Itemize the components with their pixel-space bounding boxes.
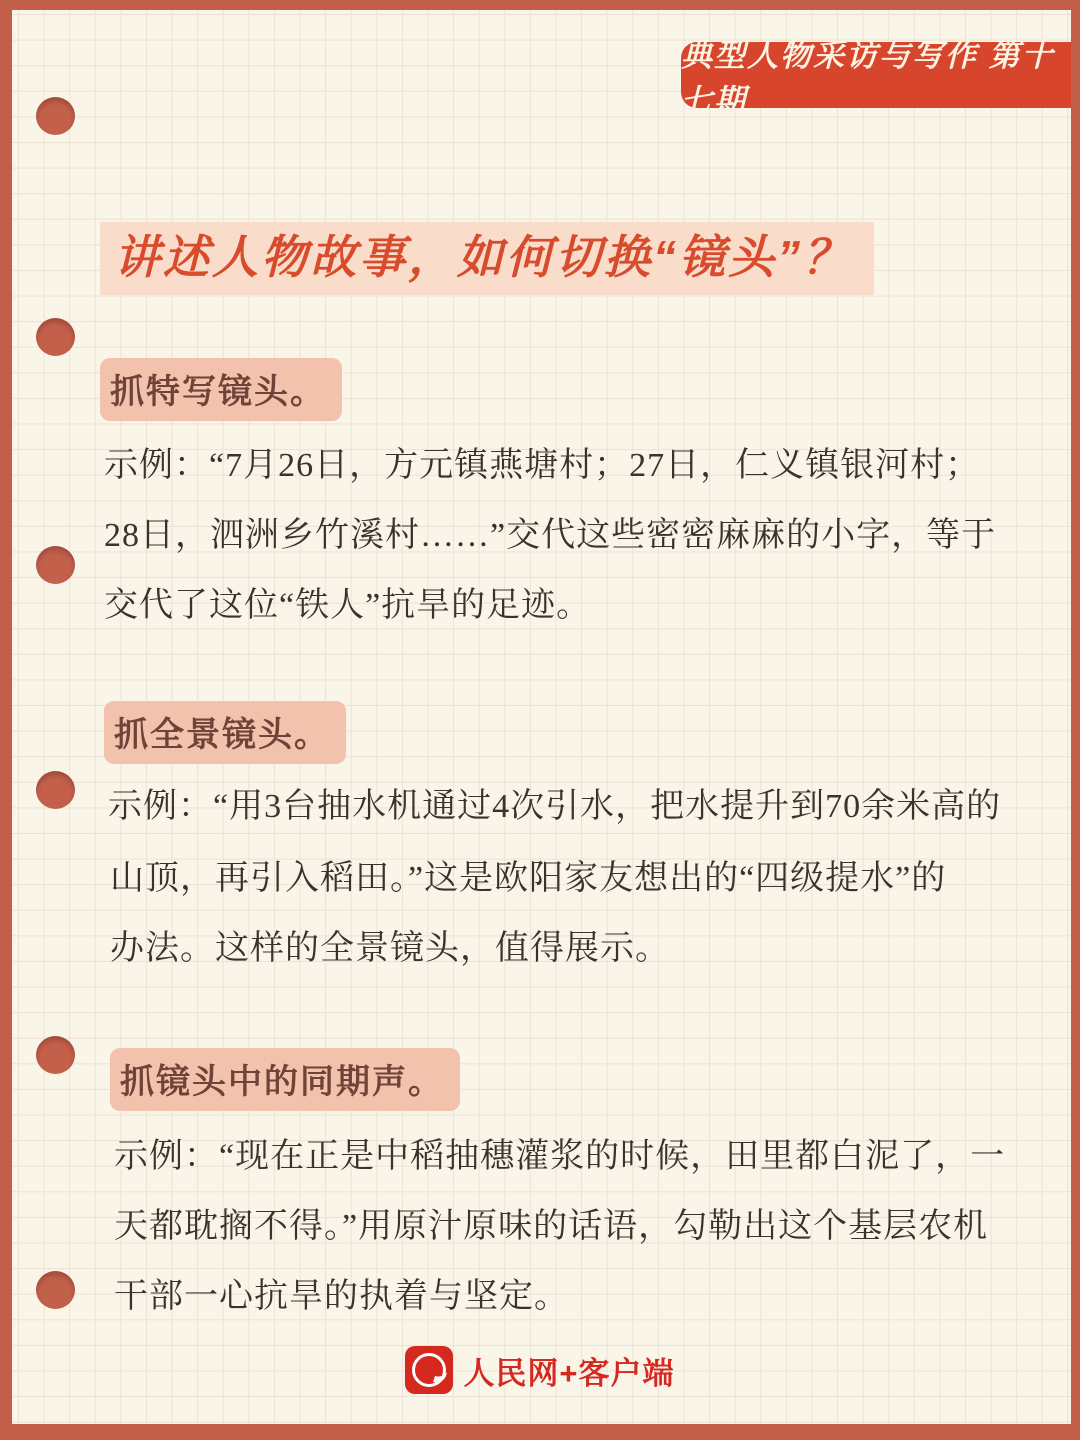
section-text-line: 天都耽搁不得。”用原汁原味的话语，勾勒出这个基层农机 <box>114 1208 989 1245</box>
binding-hole <box>36 1271 75 1309</box>
section-heading-sync-sound: 抓镜头中的同期声。 <box>110 1048 460 1111</box>
section-heading-panorama: 抓全景镜头。 <box>104 701 346 764</box>
binding-hole <box>36 771 75 809</box>
people-daily-logo-icon <box>405 1346 453 1394</box>
binding-hole <box>36 1036 75 1074</box>
brand-name: 人民网+客户端 <box>463 1355 675 1391</box>
binding-hole <box>36 97 75 135</box>
page-title: 讲述人物故事，如何切换“镜头”？ <box>100 222 874 295</box>
section-text-line: 办法。这样的全景镜头，值得展示。 <box>110 930 670 967</box>
series-badge: 典型人物采访与写作 第十七期 <box>681 42 1071 108</box>
section-text-line: 28日，泗洲乡竹溪村……”交代这些密密麻麻的小字，等于 <box>104 517 997 554</box>
binding-hole <box>36 546 75 584</box>
section-heading-closeup: 抓特写镜头。 <box>100 358 342 421</box>
footer-brand <box>0 1346 1080 1394</box>
section-text-line: 示例：“现在正是中稻抽穗灌浆的时候，田里都白泥了，一 <box>114 1138 1006 1175</box>
section-text-line: 交代了这位“铁人”抗旱的足迹。 <box>104 587 592 624</box>
section-text-line: 示例：“7月26日，方元镇燕塘村；27日，仁义镇银河村； <box>104 447 981 484</box>
section-text-line: 示例：“用3台抽水机通过4次引水，把水提升到70余米高的 <box>108 788 1002 825</box>
section-text-line: 山顶，再引入稻田。”这是欧阳家友想出的“四级提水”的 <box>110 860 947 897</box>
section-text-line: 干部一心抗旱的执着与坚定。 <box>114 1278 569 1315</box>
binding-hole <box>36 318 75 356</box>
